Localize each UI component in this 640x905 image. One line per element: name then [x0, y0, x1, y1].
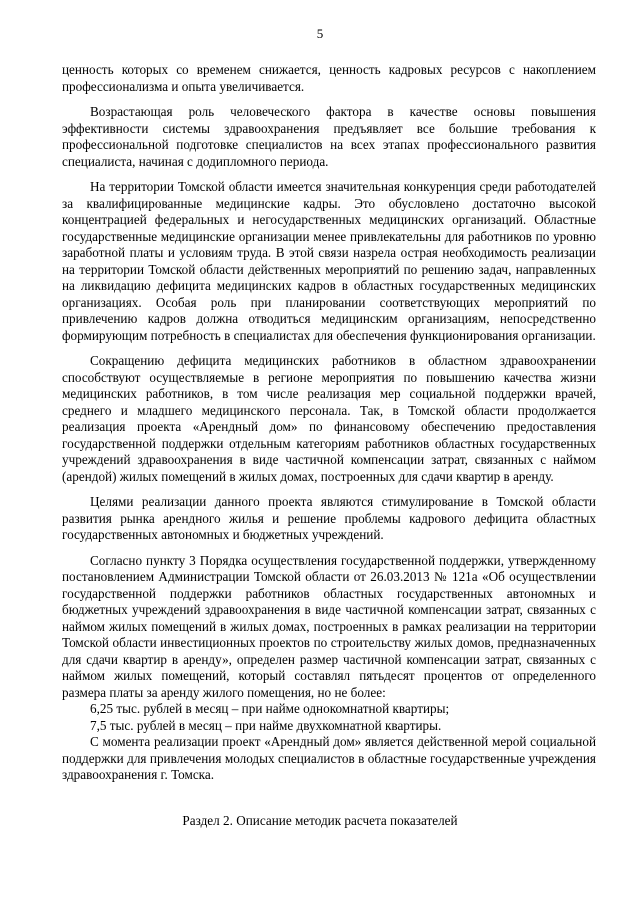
document-body	[62, 62, 596, 784]
paragraph-project-goals: Целями реализации данного проекта являются стимулирование в Томской области развития рынка арендного жилья и решение проблемы кадрового дефицита областных государственных автономных и бюджетных учреждений.	[62, 494, 596, 542]
page-number: 5	[316, 26, 324, 41]
list-item-two-room: 7,5 тыс. рублей в месяц – при найме двухкомнатной квартиры.	[90, 717, 442, 733]
paragraph-continuation: ценность которых со временем снижается, ценность кадровых ресурсов с накоплением профессионализма и опыта увеличивается.	[62, 62, 596, 94]
paragraph-tomsk-competition: На территории Томской области имеется значительная конкуренция среди работодателей за квалифицированные медицинские кадры. Это обусловлено достаточно высокой концентрацией федеральных и негосударственных медицинских организаций. Областные государственные медицинские организации менее привлекательны для работников по уровню заработной платы и условиям труда. В этой связи назрела острая необходимость реализации на территории Томской области действенных мероприятий по решению задач, направленных на ликвидацию дефицита медицинских кадров в областных государственных медицинских организациях. Особая роль при планировании соответствующих мероприятий по привлечению кадров должна отводиться медицинским организациям, непосредственно формирующим потребность в специалистах для обеспечения функционирования организации.	[62, 179, 596, 343]
paragraph-deficit-reduction: Сокращению дефицита медицинских работников в областном здравоохранении способствуют осуществляемые в регионе мероприятия по повышению качества жизни медицинских работников, в том числе реализация мер социальной поддержки врачей, среднего и младшего медицинского персонала. Так, в Томской области продолжается реализация проекта «Арендный дом» по финансовому обеспечению предоставления государственной поддержки отдельным категориям работников областных государственных учреждений здравоохранения в виде частичной компенсации затрат, связанных с наймом (арендой) жилых помещений в жилых домах, построенных для сдачи квартир в аренду.	[62, 353, 596, 484]
paragraph-support-order: Согласно пункту 3 Порядка осуществления государственной поддержки, утвержденному постановлением Администрации Томской области от 26.03.2013 № 121а «Об осуществлении государственной поддержки работников областных государственных автономных и бюджетных учреждений здравоохранения в виде частичной компенсации затрат, связанных с наймом жилых помещений в жилых домах, построенных в рамках реализации на территории Томской области инвестиционных проектов по строительству жилых домов, предназначенных для сдачи квартир в аренду», определен размер частичной компенсации затрат, связанных с наймом жилых помещений, который составлял пятьдесят процентов от определенного размера платы за аренду жилого помещения, но не более:	[62, 552, 596, 700]
section-title: Раздел 2. Описание методик расчета показателей	[182, 813, 458, 828]
list-item-one-room: 6,25 тыс. рублей в месяц – при найме однокомнатной квартиры;	[90, 701, 450, 716]
paragraph-project-effect: С момента реализации проект «Арендный дом» является действенной мерой социальной поддержки для привлечения молодых специалистов в областные государственные учреждения здравоохранения г. Томска.	[62, 734, 596, 782]
paragraph-human-factor: Возрастающая роль человеческого фактора в качестве основы повышения эффективности системы здравоохранения предъявляет все большие требования к профессиональной подготовке специалистов на всех этапах профессионального развития специалиста, начиная с додипломного периода.	[62, 104, 596, 169]
